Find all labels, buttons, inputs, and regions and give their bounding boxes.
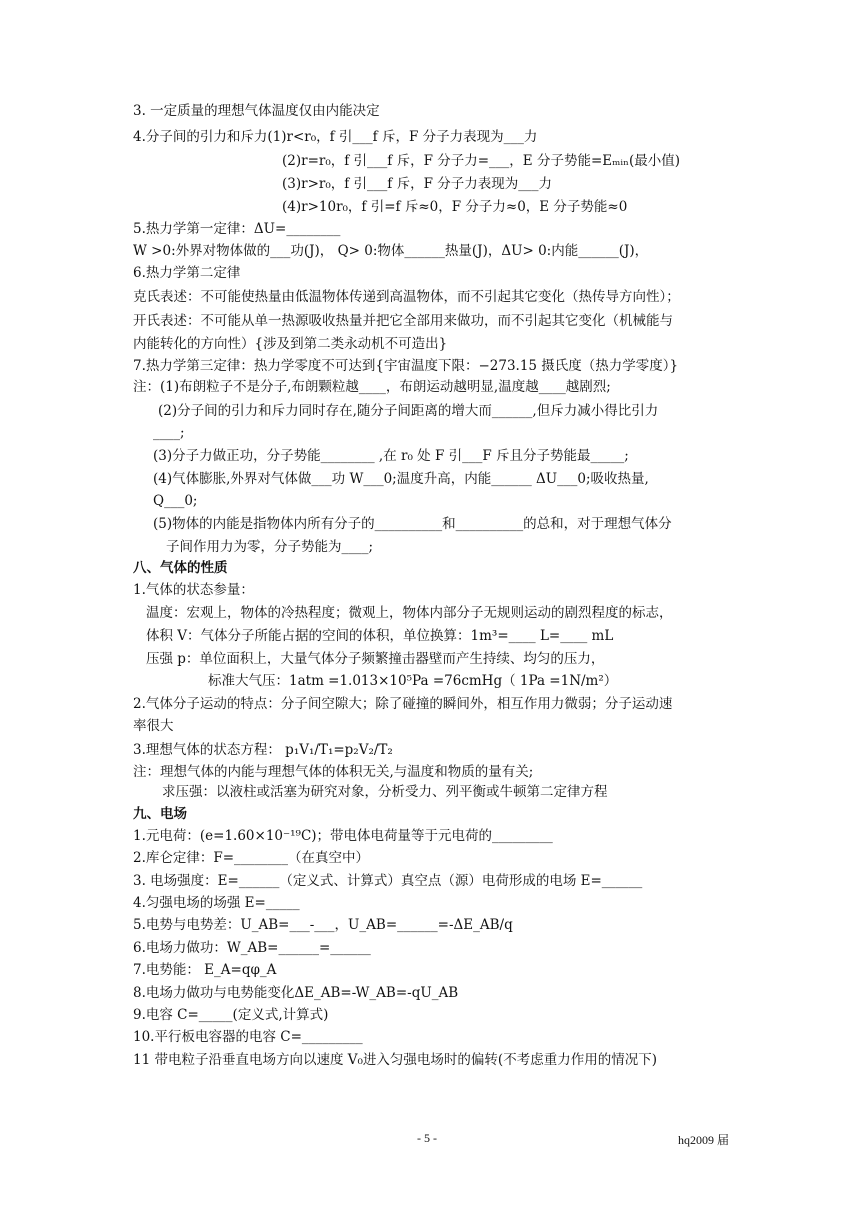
text-line: 注：理想气体的内能与理想气体的体积无关,与温度和物质的量有关; (133, 764, 534, 780)
text-line: 9.电容 C=_____(定义式,计算式) (133, 1007, 329, 1023)
text-line: 5.电势与电势差：U_AB=___-___，U_AB=______=-ΔE_AB/q (133, 917, 513, 933)
text-line: (4)r>10r₀，f 引=f 斥≈0，F 分子力≈0，E 分子势能≈0 (282, 199, 628, 215)
text-line: 6.电场力做功：W_AB=______=______ (133, 940, 371, 956)
text-line: 求压强：以液柱或活塞为研究对象，分析受力、列平衡或牛顿第二定律方程 (162, 784, 608, 800)
text-line: 克氏表述：不可能使热量由低温物体传递到高温物体，而不引起其它变化（热传导方向性）； (133, 289, 680, 305)
edition-label: hq2009 届 (678, 1133, 730, 1147)
text-line: 1.元电荷：(e=1.60×10⁻¹⁹C)；带电体电荷量等于元电荷的_________ (133, 828, 553, 844)
text-line: 内能转化的方向性）{涉及到第二类永动机不可造出} (133, 336, 448, 352)
text-line: 7.电势能： E_A=qφ_A (133, 962, 277, 978)
page-number: - 5 - (417, 1131, 437, 1145)
text-line: 7.热力学第三定律：热力学零度不可达到{宇宙温度下限：−273.15 摄氏度（热力学零度）} (133, 358, 679, 374)
text-line: 体积 V：气体分子所能占据的空间的体积，单位换算：1m³=____ L=____ mL (146, 628, 614, 644)
text-line: (3)r>r₀，f 引___f 斥，F 分子力表现为___力 (282, 176, 552, 192)
text-line: (3)分子力做正功，分子势能________ ,在 r₀ 处 F 引___F 斥且分子势能最_____; (153, 448, 629, 464)
text-line: 压强 p：单位面积上，大量气体分子频繁撞击器壁而产生持续、均匀的压力， (146, 651, 605, 667)
text-line: (2)r=r₀，f 引___f 斥，F 分子力=___，E 分子势能=Eₘᵢₙ(最小值) (282, 153, 680, 169)
text-line: (5)物体的内能是指物体内所有分子的__________和__________的总和，对于理想气体分 (153, 516, 672, 532)
text-line: 8.电场力做功与电势能变化ΔE_AB=-W_AB=-qU_AB (133, 985, 459, 1001)
text-line: 3. 一定质量的理想气体温度仅由内能决定 (133, 103, 380, 119)
text-line: 2.气体分子运动的特点：分子间空隙大；除了碰撞的瞬间外，相互作用力微弱；分子运动速 (133, 696, 673, 712)
section-heading: 八、气体的性质 (133, 560, 228, 576)
text-line: W >0:外界对物体做的___功(J)， Q> 0:物体______热量(J)，ΔU> 0:内能______(J)， (133, 243, 649, 259)
text-line: 率很大 (133, 718, 174, 734)
text-line: 1.气体的状态参量： (133, 582, 254, 598)
text-line: 标准大气压：1atm =1.013×10⁵Pa =76cmHg（ 1Pa =1N/m²） (208, 673, 618, 689)
text-line: 2.库仑定律：F=________（在真空中） (133, 850, 370, 866)
text-line: 4.匀强电场的场强 E=_____ (133, 895, 300, 911)
text-line: 4.分子间的引力和斥力(1)r<r₀，f 引___f 斥，F 分子力表现为___力 (133, 129, 538, 145)
text-line: Q___0; (153, 493, 198, 509)
text-line: ____; (153, 425, 185, 441)
text-line: 开氏表述：不可能从单一热源吸收热量并把它全部用来做功，而不引起其它变化（机械能与 (133, 313, 673, 329)
text-line: (2)分子间的引力和斥力同时存在,随分子间距离的增大而______,但斥力减小得比引力 (158, 403, 659, 419)
text-line: 10.平行板电容器的电容 C=_________ (133, 1029, 363, 1045)
section-heading: 九、电场 (133, 806, 187, 822)
text-line: 3.理想气体的状态方程： p₁V₁/T₁=p₂V₂/T₂ (133, 742, 393, 758)
text-line: 6.热力学第二定律 (133, 265, 241, 281)
text-line: 5.热力学第一定律：ΔU=________ (133, 221, 341, 237)
text-line: 注：(1)布朗粒子不是分子,布朗颗粒越____，布朗运动越明显,温度越____越剧烈; (133, 379, 611, 395)
text-line: 子间作用力为零，分子势能为____; (166, 539, 374, 555)
text-line: 3. 电场强度：E=______（定义式、计算式）真空点（源）电荷形成的电场 E=______ (133, 873, 643, 889)
text-line: 11 带电粒子沿垂直电场方向以速度 V₀进入匀强电场时的偏转(不考虑重力作用的情况下) (133, 1052, 657, 1068)
text-line: (4)气体膨胀,外界对气体做___功 W___0;温度升高，内能______ ΔU___0;吸收热量, (153, 471, 649, 487)
text-line: 温度：宏观上，物体的冷热程度；微观上，物体内部分子无规则运动的剧烈程度的标志， (146, 605, 673, 621)
